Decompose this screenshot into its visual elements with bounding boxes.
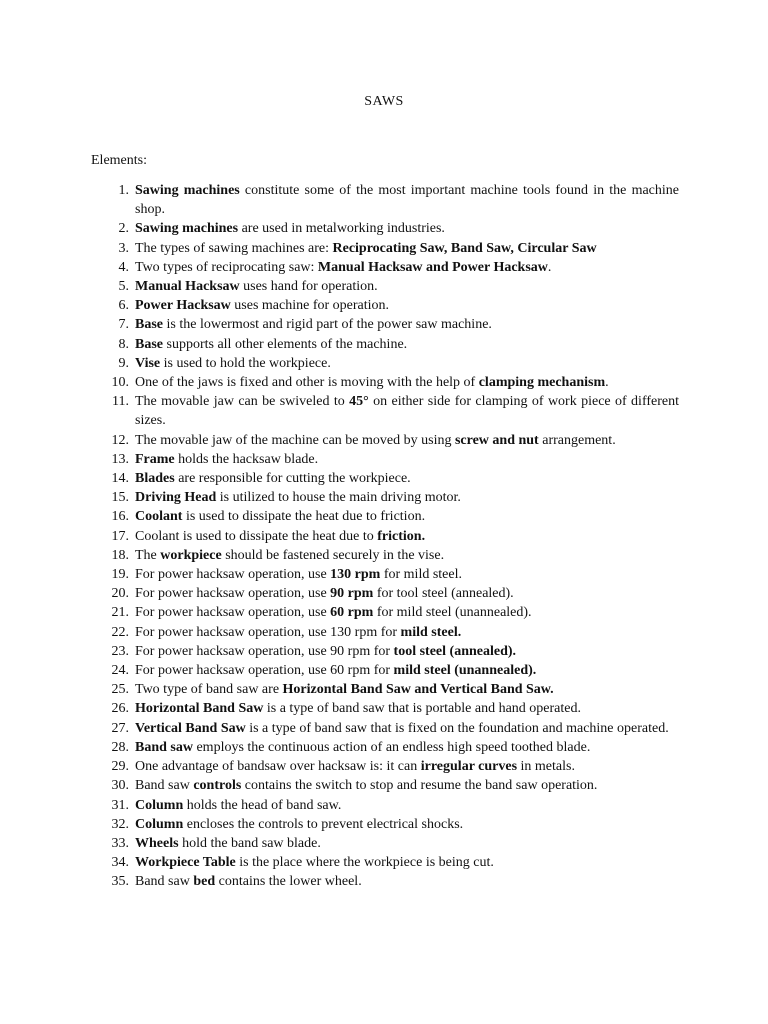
list-item-number: 10. [111,375,129,391]
text-run: The types of sawing machines are: [135,240,333,256]
text-run: is a type of band saw that is portable and hand operated. [263,701,581,717]
list-item-text [135,296,679,315]
text-run: For power hacksaw operation, use [135,567,331,583]
list-item-number: 19. [111,567,129,583]
text-run: contains the switch to stop and resume the band saw operation. [241,778,598,794]
bold-term: clamping mechanism [478,375,606,391]
bold-term: Coolant [135,509,183,525]
bold-term: Base [135,317,163,333]
list-item-number: 3. [118,240,129,256]
list-item-text [135,335,679,354]
text-run: encloses the controls to prevent electrical shocks. [183,816,464,832]
list-item-number: 7. [118,317,129,333]
list-item [91,392,679,430]
bold-term: Workpiece Table [135,855,236,871]
list-item-number: 22. [111,624,129,640]
list-item-text [135,738,679,757]
list-item-text [135,603,679,622]
list-item-number: 1. [118,183,129,198]
text-run: is the place where the workpiece is being cut. [235,855,494,871]
list-item-number: 9. [118,355,129,371]
text-run: are responsible for cutting the workpiece. [174,471,411,487]
list-item-text [135,507,679,526]
list-item-text [135,527,679,546]
text-run: hold the band saw blade. [178,835,321,851]
list-item [91,488,679,507]
list-item-text [135,699,679,718]
list-item-number: 21. [111,605,129,621]
list-item [91,623,679,642]
list-item-number: 16. [111,509,129,525]
text-run: is used to hold the workpiece. [160,355,331,371]
list-item-text [135,277,679,296]
text-run: should be fastened securely in the vise. [221,547,445,563]
text-run: on either side for clamping of work piece of different sizes. [135,394,679,429]
text-run: uses machine for operation. [230,298,390,314]
text-run: . [547,259,552,275]
elements-list [91,181,679,892]
bold-term: Column [135,797,184,813]
text-run: For power hacksaw operation, use 90 rpm for [135,643,394,659]
text-run: for mild steel (unannealed). [373,605,532,621]
bold-term: Frame [135,451,175,467]
list-item [91,181,679,219]
list-item-text [135,354,679,373]
section-label: Elements: [91,153,147,168]
list-item-number: 20. [111,586,129,602]
list-item [91,469,679,488]
list-item-number: 31. [111,797,129,813]
text-run: For power hacksaw operation, use 130 rpm for [135,624,401,640]
text-run: in metals. [517,759,575,775]
list-item-number: 23. [111,643,129,659]
bold-term: Vertical Band Saw [135,720,246,736]
list-item [91,699,679,718]
list-item-number: 17. [111,528,129,544]
list-item-text [135,834,679,853]
list-item-text [135,431,679,450]
text-run: One advantage of bandsaw over hacksaw is: it can [135,759,421,775]
list-item-text [135,392,679,430]
bold-term: Wheels [135,835,179,851]
text-run: Band saw [135,778,194,794]
list-item [91,757,679,776]
list-item-text [135,776,679,795]
text-run: is a type of band saw that is fixed on the foundation and machine operated. [245,720,669,736]
bold-term: mild steel. [400,624,462,640]
list-item [91,219,679,238]
text-run: uses hand for operation. [239,279,378,295]
text-run: For power hacksaw operation, use [135,605,331,621]
text-run: constitute some of the most important machine tools found in the machine shop. [135,183,679,218]
list-item-text [135,853,679,872]
text-run: is used to dissipate the heat due to friction. [182,509,426,525]
list-item [91,296,679,315]
text-run: holds the hacksaw blade. [174,451,319,467]
bold-term: tool steel (annealed). [393,643,517,659]
text-run: is utilized to house the main driving motor. [216,490,461,506]
list-item [91,872,679,891]
text-run: are used in metalworking industries. [238,221,445,237]
list-item-text [135,623,679,642]
list-item-text [135,469,679,488]
list-item [91,258,679,277]
list-item-text [135,546,679,565]
text-run: is the lowermost and rigid part of the power saw machine. [163,317,492,333]
text-run: For power hacksaw operation, use 60 rpm for [135,663,394,679]
list-item [91,507,679,526]
text-run: The movable jaw can be swiveled to [135,394,350,410]
list-item [91,277,679,296]
list-item [91,565,679,584]
bold-term: irregular curves [420,759,518,775]
list-item [91,527,679,546]
list-item-number: 25. [111,682,129,698]
list-item-text [135,315,679,334]
text-run: employs the continuous action of an endless high speed toothed blade. [192,739,591,755]
bold-term: Vise [135,355,161,371]
list-item-number: 4. [118,259,129,275]
bold-term: Horizontal Band Saw and Vertical Band Saw. [282,682,554,698]
list-item [91,603,679,622]
list-item [91,796,679,815]
text-run: . [605,375,609,391]
text-run: holds the head of band saw. [183,797,342,813]
list-item-text [135,450,679,469]
list-item-number: 34. [111,855,129,871]
list-item [91,719,679,738]
list-item [91,815,679,834]
text-run: The movable jaw of the machine can be moved by using [135,432,455,448]
bold-term: 60 rpm [330,605,374,621]
list-item [91,373,679,392]
list-item-number: 6. [118,298,129,314]
list-item [91,680,679,699]
list-item-number: 13. [111,451,129,467]
text-run: supports all other elements of the machine. [163,336,408,352]
list-item [91,584,679,603]
list-item-number: 33. [111,835,129,851]
list-item-text [135,565,679,584]
bold-term: Reciprocating Saw, Band Saw, Circular Saw [332,240,597,256]
list-item-number: 11. [112,394,129,410]
list-item-text [135,757,679,776]
list-item [91,776,679,795]
text-run: Coolant is used to dissipate the heat due to [135,528,378,544]
bold-term: Sawing machines [135,183,240,198]
list-item-number: 27. [111,720,129,736]
list-item-text [135,239,679,258]
bold-term: 130 rpm [330,567,381,583]
list-item-number: 8. [118,336,129,352]
list-item-number: 32. [111,816,129,832]
bold-term: 90 rpm [330,586,374,602]
list-item-text [135,373,679,392]
bold-term: Horizontal Band Saw [135,701,264,717]
bold-term: Column [135,816,184,832]
text-run: for tool steel (annealed). [373,586,514,602]
text-run: Two types of reciprocating saw: [135,259,318,275]
text-run: Band saw [135,874,194,890]
list-item [91,853,679,872]
list-item-text [135,584,679,603]
bold-term: friction. [377,528,426,544]
list-item-number: 24. [111,663,129,679]
bold-term: workpiece [160,547,222,563]
list-item-number: 12. [111,432,129,448]
bold-term: Blades [135,471,175,487]
page-title: SAWS [364,94,404,109]
list-item-number: 28. [111,739,129,755]
text-run: Two type of band saw are [135,682,283,698]
list-item-text [135,181,679,219]
list-item-number: 2. [118,221,129,237]
bold-term: controls [193,778,242,794]
list-item [91,450,679,469]
bold-term: Band saw [135,739,193,755]
list-item-text [135,219,679,238]
text-run: contains the lower wheel. [215,874,362,890]
bold-term: mild steel (unannealed). [393,663,537,679]
list-item-text [135,796,679,815]
text-run: The [135,547,161,563]
bold-term: screw and nut [454,432,539,448]
list-item [91,239,679,258]
list-item-text [135,872,679,891]
list-item-text [135,719,679,738]
text-run: for mild steel. [380,567,462,583]
bold-term: Base [135,336,163,352]
list-item [91,642,679,661]
list-item-text [135,258,679,277]
text-run: One of the jaws is fixed and other is moving with the help of [135,375,479,391]
list-item [91,834,679,853]
list-item-text [135,661,679,680]
list-item [91,335,679,354]
bold-term: Power Hacksaw [135,298,231,314]
list-item-text [135,642,679,661]
list-item-number: 30. [111,778,129,794]
list-item [91,738,679,757]
text-run: For power hacksaw operation, use [135,586,331,602]
list-item-number: 15. [111,490,129,506]
bold-term: Sawing machines [135,221,239,237]
bold-term: 45° [349,394,369,410]
list-item [91,546,679,565]
list-item-number: 26. [111,701,129,717]
list-item [91,315,679,334]
bold-term: Driving Head [135,490,217,506]
list-item-number: 35. [111,874,129,890]
bold-term: bed [193,874,216,890]
list-item [91,431,679,450]
list-item [91,661,679,680]
list-item-text [135,815,679,834]
bold-term: Manual Hacksaw [135,279,240,295]
bold-term: Manual Hacksaw and Power Hacksaw [317,259,548,275]
list-item-number: 29. [111,759,129,775]
list-item [91,354,679,373]
list-item-number: 18. [111,547,129,563]
list-item-number: 5. [118,279,129,295]
list-item-text [135,680,679,699]
text-run: arrangement. [538,432,616,448]
list-item-number: 14. [111,471,129,487]
list-item-text [135,488,679,507]
